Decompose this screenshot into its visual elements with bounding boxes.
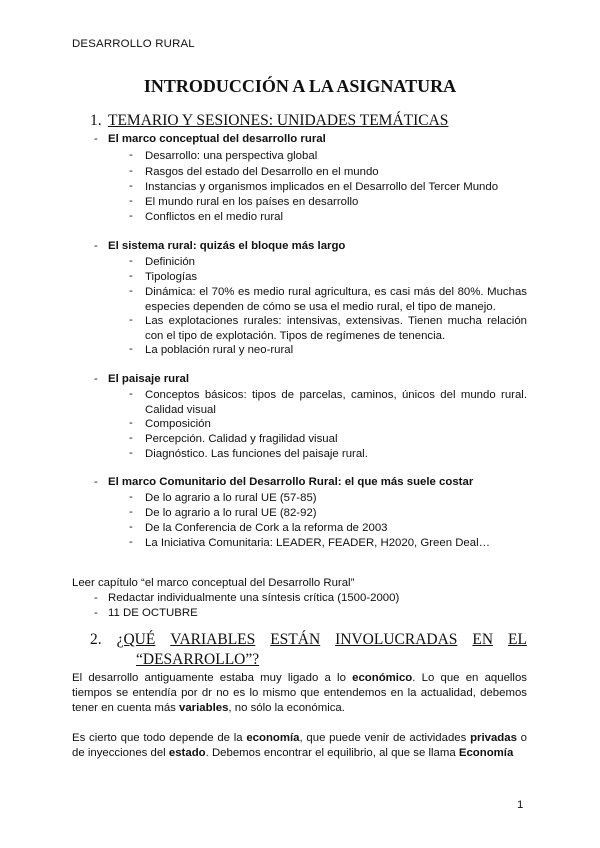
body-paragraph: [72, 731, 527, 761]
section-2-word: VARIABLES: [170, 631, 256, 648]
body-paragraph: [72, 671, 527, 717]
bold-term: estado: [168, 747, 206, 760]
reading-item: 11 DE OCTUBRE: [108, 607, 198, 619]
topic-item: De la Conferencia de Cork a la reforma de 2003: [145, 522, 388, 534]
text-run: o de inyecciones del: [72, 732, 528, 760]
bullet-dash: -: [94, 240, 98, 252]
topic-item: De lo agrario a lo rural UE (82-92): [145, 507, 317, 519]
topic-item: Rasgos del estado del Desarrollo en el mundo: [145, 166, 379, 178]
bullet-dash: -: [129, 417, 133, 429]
bullet-dash: -: [129, 165, 133, 177]
bold-term: económico: [352, 672, 413, 684]
bold-term: economía: [246, 732, 300, 744]
bullet-dash: -: [129, 388, 133, 400]
section-2-word: INVOLUCRADAS: [335, 631, 458, 648]
text-run: El desarrollo antiguamente estaba muy ligado a lo: [72, 672, 353, 684]
section-2-word: EN: [472, 631, 494, 648]
bullet-dash: -: [129, 195, 133, 207]
page-number: 1: [517, 799, 524, 811]
section-2-heading: [90, 630, 527, 670]
topic-heading: El marco conceptual del desarrollo rural: [108, 133, 326, 145]
topic-item: Instancias y organismos implicados en el Desarrollo del Tercer Mundo: [145, 181, 499, 193]
topic-item: La población rural y neo-rural: [145, 344, 294, 356]
text-run: , que puede venir de actividades: [299, 732, 471, 744]
section-2-word: ESTÁN: [270, 631, 321, 648]
bullet-dash: -: [129, 255, 133, 267]
topic-item: Composición: [145, 418, 211, 430]
bold-term: Economía: [458, 747, 514, 760]
bullet-dash: -: [129, 314, 133, 326]
text-run: . Lo que en aquellos tiempos se entendía por dr no es lo mismo que entendemos en la actualidad, debemos tener en cuenta más: [72, 672, 527, 715]
bullet-dash: -: [129, 210, 133, 222]
topic-item: Desarrollo: una perspectiva global: [145, 150, 318, 162]
topic-item: Definición: [145, 256, 196, 268]
section-1-heading: [90, 112, 448, 130]
reading-intro: Leer capítulo “el marco conceptual del Desarrollo Rural”: [72, 577, 355, 589]
bullet-dash: -: [129, 521, 133, 533]
topic-item: Conceptos básicos: tipos de parcelas, caminos, únicos del mundo rural. Calidad visual: [145, 389, 527, 416]
topic-item: De lo agrario a lo rural UE (57-85): [145, 492, 317, 504]
page-title: INTRODUCCIÓN A LA ASIGNATURA: [143, 76, 457, 96]
topic-item: El mundo rural en los países en desarrollo: [145, 196, 359, 208]
topic-item: La Iniciativa Comunitaria: LEADER, FEADER, H2020, Green Deal…: [145, 537, 491, 549]
section-2-title-line2: “DESARROLLO”?: [136, 651, 260, 668]
topic-heading: El paisaje rural: [108, 373, 190, 385]
bullet-dash: -: [129, 270, 133, 282]
topic-item: Diagnóstico. Las funciones del paisaje rural.: [145, 448, 368, 460]
bullet-dash: -: [94, 476, 98, 488]
bullet-dash: -: [94, 607, 98, 619]
bullet-dash: -: [129, 343, 133, 355]
topic-item: Percepción. Calidad y fragilidad visual: [145, 433, 338, 445]
text-run: Es cierto que todo depende de la: [72, 732, 247, 744]
bullet-dash: -: [129, 536, 133, 548]
section-2-number: 2.: [90, 631, 102, 648]
bullet-dash: -: [129, 447, 133, 459]
section-1-title: TEMARIO Y SESIONES: UNIDADES TEMÁTICAS: [108, 112, 449, 129]
bullet-dash: -: [129, 149, 133, 161]
bullet-dash: -: [94, 373, 98, 385]
topic-heading: El sistema rural: quizás el bloque más largo: [108, 240, 346, 252]
section-1-number: 1.: [90, 112, 102, 129]
text-run: . Debemos encontrar el equilibrio, al que se llama: [205, 747, 459, 760]
bullet-dash: -: [129, 285, 133, 297]
bullet-dash: -: [94, 133, 98, 145]
topic-heading: El marco Comunitario del Desarrollo Rural: el que más suele costar: [108, 476, 474, 488]
bullet-dash: -: [129, 180, 133, 192]
topic-item: Dinámica: el 70% es medio rural agricultura, es casi más del 80%. Muchas especies dependen de cómo se usa el medio rural, el tipo de manejo.: [145, 286, 527, 313]
bold-term: privadas: [470, 732, 517, 744]
section-2-word: EL: [508, 631, 527, 648]
topic-item: Conflictos en el medio rural: [145, 211, 284, 223]
bullet-dash: -: [129, 506, 133, 518]
bullet-dash: -: [94, 592, 98, 604]
bullet-dash: -: [129, 491, 133, 503]
bold-term: variables: [179, 702, 229, 715]
reading-item: Redactar individualmente una síntesis crítica (1500-2000): [108, 592, 400, 604]
text-run: , no sólo la económica.: [228, 702, 345, 715]
running-header: DESARROLLO RURAL: [72, 38, 195, 50]
section-2-word: ¿QUÉ: [116, 631, 156, 648]
topic-item: Tipologías: [145, 271, 198, 283]
topic-item: Las explotaciones rurales: intensivas, extensivas. Tienen mucha relación con el tipo de explotación. Tipos de regímenes de tenencia.: [145, 315, 527, 342]
bullet-dash: -: [129, 432, 133, 444]
